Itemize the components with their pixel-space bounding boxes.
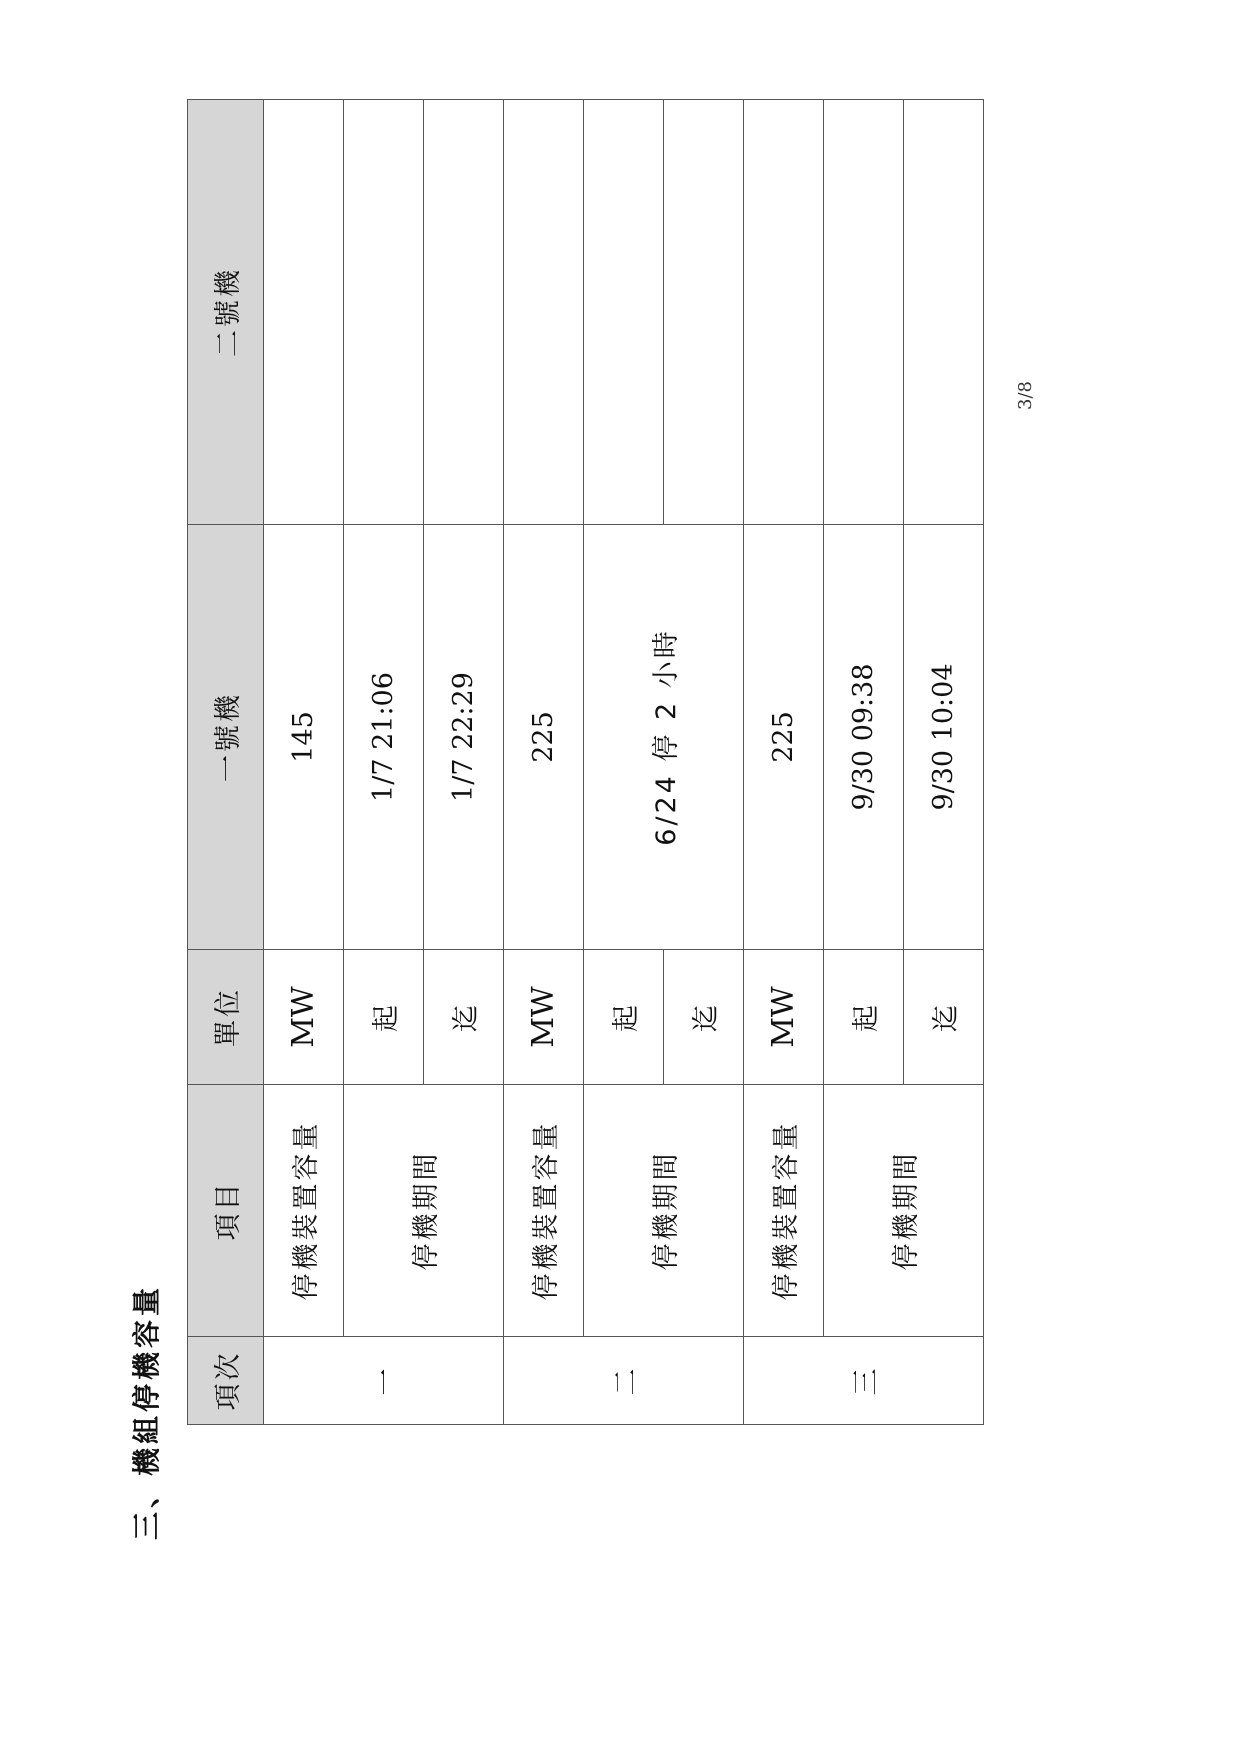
- group-number: 一: [264, 1337, 504, 1425]
- capacity-label: 停機裝置容量: [744, 1085, 824, 1337]
- header-unit: 單位: [188, 950, 264, 1085]
- table-row: [504, 100, 584, 1425]
- capacity-unit1-value: 225: [504, 525, 584, 950]
- to-unit1-value: 9/30 10:04: [904, 525, 984, 950]
- table-row: [824, 100, 904, 1425]
- to-unit2-value: [664, 100, 744, 525]
- capacity-label: 停機裝置容量: [504, 1085, 584, 1337]
- capacity-unit2-value: [264, 100, 344, 525]
- group-number: 二: [504, 1337, 744, 1425]
- header-row: [188, 100, 264, 1425]
- from-label: 起: [824, 950, 904, 1085]
- to-unit1-value: 1/7 22:29: [424, 525, 504, 950]
- table-row: [744, 100, 824, 1425]
- period-label: 停機期間: [584, 1085, 744, 1337]
- capacity-unit: MW: [264, 950, 344, 1085]
- capacity-unit: MW: [744, 950, 824, 1085]
- from-unit2-value: [824, 100, 904, 525]
- to-unit2-value: [424, 100, 504, 525]
- header-unit-2: 二號機: [188, 100, 264, 525]
- from-unit2-value: [344, 100, 424, 525]
- section-title: 三、機組停機容量: [130, 1283, 163, 1540]
- table-row: [584, 100, 664, 1425]
- rotated-page-content: [125, 60, 1036, 1540]
- from-unit1-value: 1/7 21:06: [344, 525, 424, 950]
- from-unit1-value: 9/30 09:38: [824, 525, 904, 950]
- from-label: 起: [344, 950, 424, 1085]
- to-label: 迄: [424, 950, 504, 1085]
- capacity-label: 停機裝置容量: [264, 1085, 344, 1337]
- page-number: 3/8: [1015, 381, 1036, 410]
- capacity-unit2-value: [504, 100, 584, 525]
- from-label: 起: [584, 950, 664, 1085]
- to-label: 迄: [904, 950, 984, 1085]
- group-number: 三: [744, 1337, 984, 1425]
- table-row: [264, 100, 344, 1425]
- from-unit2-value: [584, 100, 664, 525]
- capacity-unit1-value: 145: [264, 525, 344, 950]
- to-unit2-value: [904, 100, 984, 525]
- period-label: 停機期間: [344, 1085, 504, 1337]
- header-item: 項目: [188, 1085, 264, 1337]
- shutdown-capacity-table: [187, 99, 984, 1425]
- period-label: 停機期間: [824, 1085, 984, 1337]
- header-no: 項次: [188, 1337, 264, 1425]
- header-unit-1: 一號機: [188, 525, 264, 950]
- table-row: [344, 100, 424, 1425]
- capacity-unit: MW: [504, 950, 584, 1085]
- capacity-unit2-value: [744, 100, 824, 525]
- to-label: 迄: [664, 950, 744, 1085]
- period-unit1-value: 6/24 停 2 小時: [584, 525, 744, 950]
- capacity-unit1-value: 225: [744, 525, 824, 950]
